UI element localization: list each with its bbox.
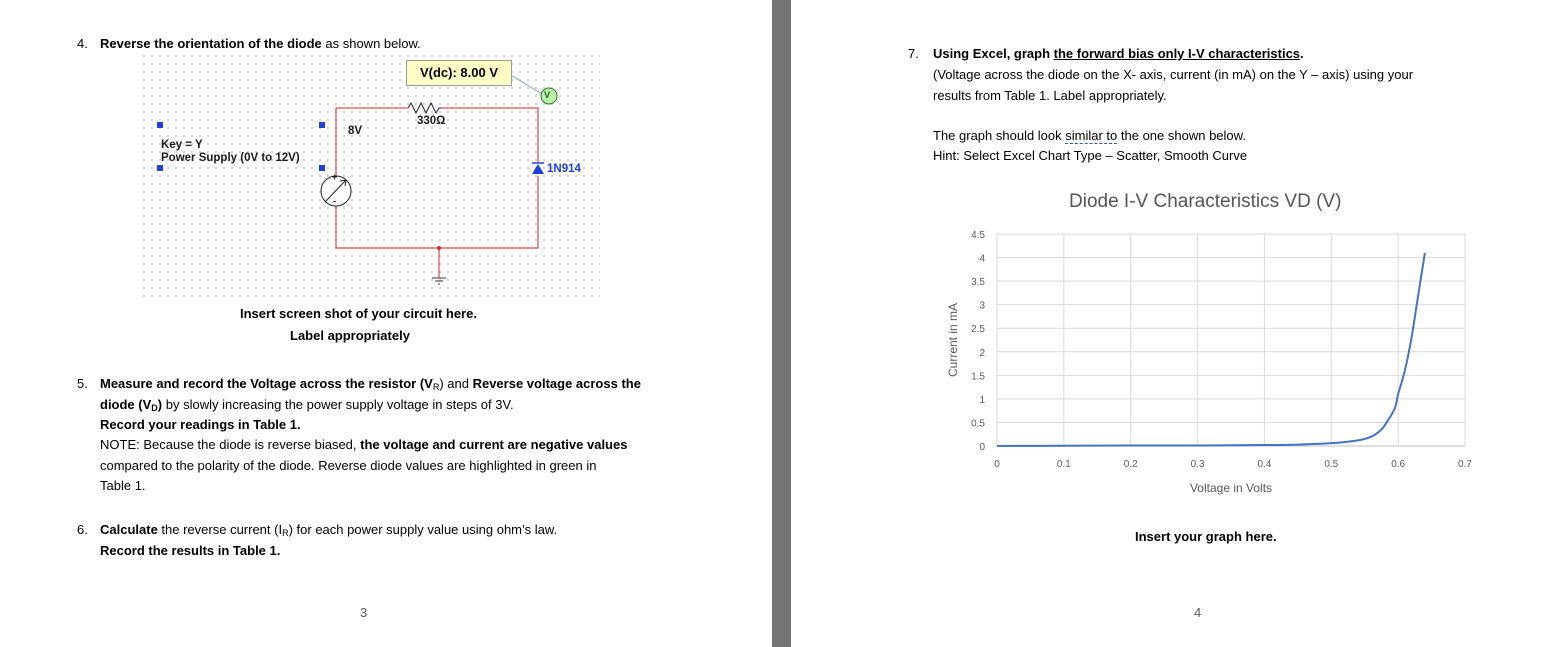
x-tick-label: 0.4 bbox=[1257, 459, 1272, 470]
y-tick-label: 0.5 bbox=[971, 418, 985, 430]
item-6-line-1 bbox=[100, 520, 557, 543]
page-gutter bbox=[772, 0, 791, 647]
key-label: Key = Y bbox=[161, 139, 203, 151]
item-4-number: 4. bbox=[77, 36, 88, 51]
iv-chart bbox=[937, 222, 1497, 542]
item-7-line-2: (Voltage across the diode on the X- axis, current (in mA) on the Y – axis) using your bbox=[933, 67, 1414, 82]
note-text: NOTE: Because the diode is reverse biased, bbox=[100, 437, 361, 452]
label-appropriately-text: Label appropriately bbox=[290, 328, 410, 343]
diode-symbol bbox=[532, 164, 544, 174]
item-5-bold-c-end: ) bbox=[157, 397, 163, 412]
x-tick-label: 0.7 bbox=[1458, 459, 1472, 470]
item-5-mid: ) and bbox=[439, 376, 473, 391]
subscript-r: R bbox=[432, 382, 440, 392]
item-6-text-b: ) for each power supply value using ohm’s law. bbox=[288, 522, 558, 537]
item-4-text bbox=[100, 34, 421, 54]
subscript-r2: R bbox=[282, 528, 289, 538]
item-7-line-3: results from Table 1. Label appropriately. bbox=[933, 88, 1167, 103]
item-7-line-5: Hint: Select Excel Chart Type – Scatter, Smooth Curve bbox=[933, 148, 1248, 163]
left-page bbox=[0, 0, 772, 647]
insert-graph-text: Insert your graph here. bbox=[1135, 529, 1277, 544]
item-4-bold: Reverse the orientation of the diode bbox=[100, 36, 322, 51]
diode-label: 1N914 bbox=[547, 163, 581, 175]
similar-tail: the one shown below. bbox=[1117, 128, 1246, 143]
y-tick-label: 3 bbox=[979, 300, 985, 312]
note-bold: the voltage and current are negative values bbox=[360, 437, 628, 452]
item-5-line-5: compared to the polarity of the diode. Reverse diode values are highlighted in green in bbox=[100, 458, 597, 473]
plus-sign: + bbox=[332, 172, 338, 182]
page-number-left: 3 bbox=[360, 605, 368, 620]
x-tick-label: 0.5 bbox=[1324, 459, 1339, 470]
item-7-number: 7. bbox=[908, 46, 919, 61]
selection-handle[interactable] bbox=[157, 165, 163, 171]
item-5-number: 5. bbox=[77, 376, 88, 391]
x-tick-label: 0.6 bbox=[1391, 459, 1406, 470]
y-tick-label: 2.5 bbox=[971, 324, 985, 336]
x-axis-label: Voltage in Volts bbox=[1189, 481, 1273, 495]
y-tick-label: 1 bbox=[979, 394, 985, 406]
item-5-line-1 bbox=[100, 374, 641, 397]
item-5-line-4 bbox=[100, 435, 627, 455]
right-page bbox=[791, 0, 1550, 647]
resistor-label: 330Ω bbox=[417, 115, 446, 127]
item-7-underlined: the forward bbox=[1053, 46, 1125, 61]
item-5-bold-b: Reverse voltage across the bbox=[472, 376, 641, 391]
y-tick-label: 4 bbox=[979, 253, 985, 265]
chart-title: Diode I-V Characteristics VD (V) bbox=[1069, 191, 1342, 212]
item-7-lead: Using Excel, graph bbox=[933, 46, 1054, 61]
item-7-period: . bbox=[1300, 46, 1304, 61]
item-5-line-3: Record your readings in Table 1. bbox=[100, 417, 301, 432]
selection-handle[interactable] bbox=[319, 122, 325, 128]
item-5-bold-a: Measure and record the Voltage across the resistor (V bbox=[100, 376, 433, 391]
y-tick-label: 3.5 bbox=[971, 277, 985, 289]
iv-curve bbox=[997, 253, 1425, 446]
y-tick-label: 0 bbox=[979, 442, 985, 453]
item-5-bold-c: diode (V bbox=[100, 397, 152, 412]
page-number-right: 4 bbox=[1194, 605, 1202, 620]
x-tick-label: 0.2 bbox=[1123, 459, 1138, 470]
similar-lead: The graph should look bbox=[933, 128, 1066, 143]
item-6-text-a: the reverse current (I bbox=[157, 522, 283, 537]
item-7-underlined-b: bias only I-V characteristics bbox=[1124, 46, 1301, 61]
x-tick-label: 0 bbox=[994, 459, 1000, 470]
item-6-bold: Calculate bbox=[100, 522, 158, 537]
ground-symbol bbox=[432, 278, 446, 284]
similar-to-text: similar to bbox=[1065, 128, 1118, 143]
item-4-rest: as shown below. bbox=[321, 36, 421, 51]
source-value-label: 8V bbox=[348, 125, 363, 137]
selection-handle[interactable] bbox=[157, 122, 163, 128]
selection-handle[interactable] bbox=[319, 165, 325, 171]
item-7-line-1 bbox=[933, 44, 1304, 64]
y-axis-label: Current in mA bbox=[946, 302, 960, 378]
supply-label: Power Supply (0V to 12V) bbox=[161, 152, 300, 164]
y-tick-label: 2 bbox=[979, 347, 985, 359]
y-tick-label: 1.5 bbox=[971, 371, 985, 383]
minus-sign: - bbox=[333, 196, 336, 206]
y-tick-label: 4.5 bbox=[971, 230, 985, 241]
item-5-rest: by slowly increasing the power supply voltage in steps of 3V. bbox=[162, 397, 514, 412]
item-5-line-6: Table 1. bbox=[100, 478, 146, 493]
item-6-line-2: Record the results in Table 1. bbox=[100, 543, 281, 558]
insert-circuit-text: Insert screen shot of your circuit here. bbox=[240, 306, 477, 321]
voltmeter-letter: V bbox=[544, 90, 551, 100]
circuit-wiring bbox=[140, 52, 600, 300]
x-tick-label: 0.1 bbox=[1056, 459, 1071, 470]
x-tick-label: 0.3 bbox=[1190, 459, 1205, 470]
subscript-d: D bbox=[151, 403, 158, 413]
item-7-line-4 bbox=[933, 126, 1246, 146]
resistor-symbol bbox=[408, 103, 442, 113]
circuit-screenshot bbox=[140, 52, 600, 300]
voltmeter-label: V(dc): 8.00 V bbox=[406, 60, 512, 86]
item-6-number: 6. bbox=[77, 522, 88, 537]
